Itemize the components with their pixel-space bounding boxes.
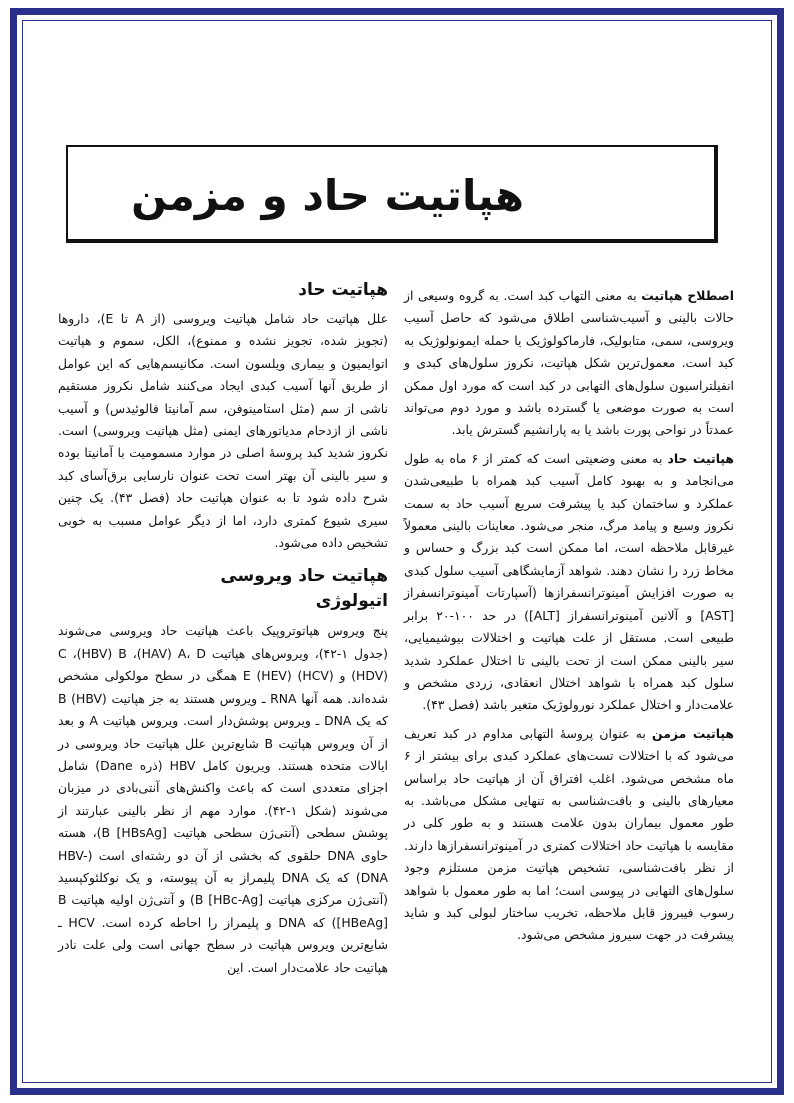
right-column (404, 285, 734, 953)
keyword-acute-hepatitis: هپاتیت حاد (667, 450, 735, 466)
paragraph-text: به معنی التهاب کبد است. به گروه وسیعی از حالات بالینی و آسیب‌شناسی اطلاق می‌شود که حاصل آسیب ویروسی، سمی، متابولیک، فارماکولوژیک یا حمله ایمونولوژیک به کبد است. معمول‌ترین شکل هپاتیت، نکروز سلول‌های کبدی و انفیلتراسیون سلول‌های التهابی در کبد است که مورد اول ممکن است به صورت موضعی یا گسترده باشد و مورد دوم می‌تواند عمدتاً در نواحی پورت باشد یا به پارانشیم گسترش یابد. (404, 288, 734, 438)
paragraph-acute-causes: علل هپاتیت حاد شامل هپاتیت ویروسی (از A تا E)، داروها (تجویز شده، تجویز نشده و ممنوع)، الکل، سموم و هپاتیت اتوایمیون و بیماری ویلسون است. مکانیسم‌هایی که این عوامل از طریق آنها آسیب کبدی ایجاد می‌کنند شامل نکروز مستقیم ناشی از سم (مثل استامینوفن، سم آمانیتا فالوئیدس) و آسیب ناشی از ازدحام مدیاتورهای ایمنی (مثل هپاتیت ویروسی) است. نکروز شدید کبد پروسهٔ اصلی در موارد مسمومیت با آمانیتا بوده و سیر بالینی آن بهتر است تحت عنوان نارسایی برق‌آسای کبد شرح داده شود تا به عنوان هپاتیت حاد (فصل ۴۳). یک چنین سیری شیوع کمتری دارد، اما از دیگر عوامل مسبب به خوبی تشخیص داده می‌شود. (58, 311, 389, 551)
section-heading-acute-viral-hepatitis: هپاتیت حاد ویروسی (220, 566, 388, 587)
paragraph-acute-hepatitis (404, 448, 734, 717)
paragraph-hepatitis-definition (404, 285, 734, 442)
chapter-title-box (66, 145, 718, 243)
subsection-heading-etiology: اتیولوژی (315, 591, 388, 612)
paragraph-chronic-hepatitis (404, 723, 734, 947)
paragraph-text: به معنی وضعیتی است که کمتر از ۶ ماه به طول می‌انجامد و به بهبود کامل آسیب کبد همراه با طبیعی‌شدن عملکرد و ساختمان کبد یا پیشرفت سریع آسیب حاد به سمت نکروز وسیع و پیامد مرگ، منجر می‌شود. معاینات بالینی معمولاً غیرقابل ملاحظه است، اما ممکن است کبد بزرگ و حساس و مخاط زرد را نشان دهند. شواهد آزمایشگاهی آسیب سلول کبدی به صورت افزایش آمینوترانسفرازها (آسپارتات آمینوترانسفراز [AST] و آلانین آمینوترانسفراز [ALT]) در حد ۱۰۰-۲۰ برابر طبیعی است. مستقل از علت هپاتیت و اختلالات بیوشیمیایی، سیر بالینی ممکن است از تحت بالینی تا اختلال عملکرد شدید سلول کبد همراه با شواهد اختلال انعقادی، زردی مشخص و علامت‌دار و اختلال عملکرد نورولوژیک متغیر باشد (فصل ۴۳). (404, 450, 734, 713)
left-column (58, 278, 388, 985)
paragraph-etiology: پنج ویروس هپاتوتروپیک باعث هپاتیت حاد ویروسی می‌شوند (جدول ۱-۴۲)، ویروس‌های هپاتیت C ،(HBV) B ،(HAV) A، D (HDV) و (HCV) E (HEV) همگی در سطح مولکولی مشخص شده‌اند. همه آنها RNA ـ ویروس هستند به جز هپاتیت B (HBV) که یک DNA ـ ویروس پوشش‌دار است. ویروس هپاتیت A و بعد از آن ویروس هپاتیت B شایع‌ترین علل هپاتیت حاد ویروسی در ایالات متحده هستند. ویریون کامل HBV (ذره Dane) شامل اجزای متعددی است که باعث واکنش‌های آنتی‌بادی در میزبان می‌شوند (شکل ۱-۴۲). موارد مهم از نظر بالینی عبارتند از پوشش سطحی (آنتی‌ژن سطحی هپاتیت B [HBsAg])، هسته حاوی DNA حلقوی که بخشی از آن دو رشته‌ای است (HBV-DNA) که یک DNA پلیمراز به آن پیوسته، و یک نوکلئوکپسید (آنتی‌ژن مرکزی هپاتیت B [HBc-Ag]) و آنتی‌ژن اولیه هپاتیت B [HBeAg]) که DNA و پلیمراز را احاطه کرده است. HCV ـ شایع‌ترین ویروس هپاتیت در سطح جهانی است ولی علت نادر هپاتیت حاد علامت‌دار است. این (58, 623, 389, 975)
keyword-chronic-hepatitis: هپاتیت مزمن (652, 725, 734, 741)
keyword-hepatitis: اصطلاح هپاتیت (641, 288, 734, 303)
paragraph-text: به عنوان پروسهٔ التهابی مداوم در کبد تعریف می‌شود که با اختلالات تست‌های عملکرد کبدی برای بیشتر از ۶ ماه مشخص می‌شود. اغلب افتراق آن از هپاتیت حاد براساس معیارهای بالینی و بافت‌شناسی به تنهایی مشکل می‌باشد. به طور معمول بیماران بدون علامت هستند و به طور کلی در مقایسه با هپاتیت حاد اختلالات کمتری در آمینوترانسفرازها دارند. از نظر بافت‌شناسی، تشخیص هپاتیت مزمن مستلزم وجود سلول‌های التهابی در پیوسی است؛ اما به طور معمول با شواهد رسوب فیبروز قابل ملاحظه، تخریب ساختار لبولی کبد و شاید پیشرفت در جهت سیروز مشخص می‌شود. (404, 725, 734, 943)
section-heading-acute-hepatitis: هپاتیت حاد (298, 280, 388, 300)
chapter-title: هپاتیت حاد و مزمن (131, 171, 524, 220)
